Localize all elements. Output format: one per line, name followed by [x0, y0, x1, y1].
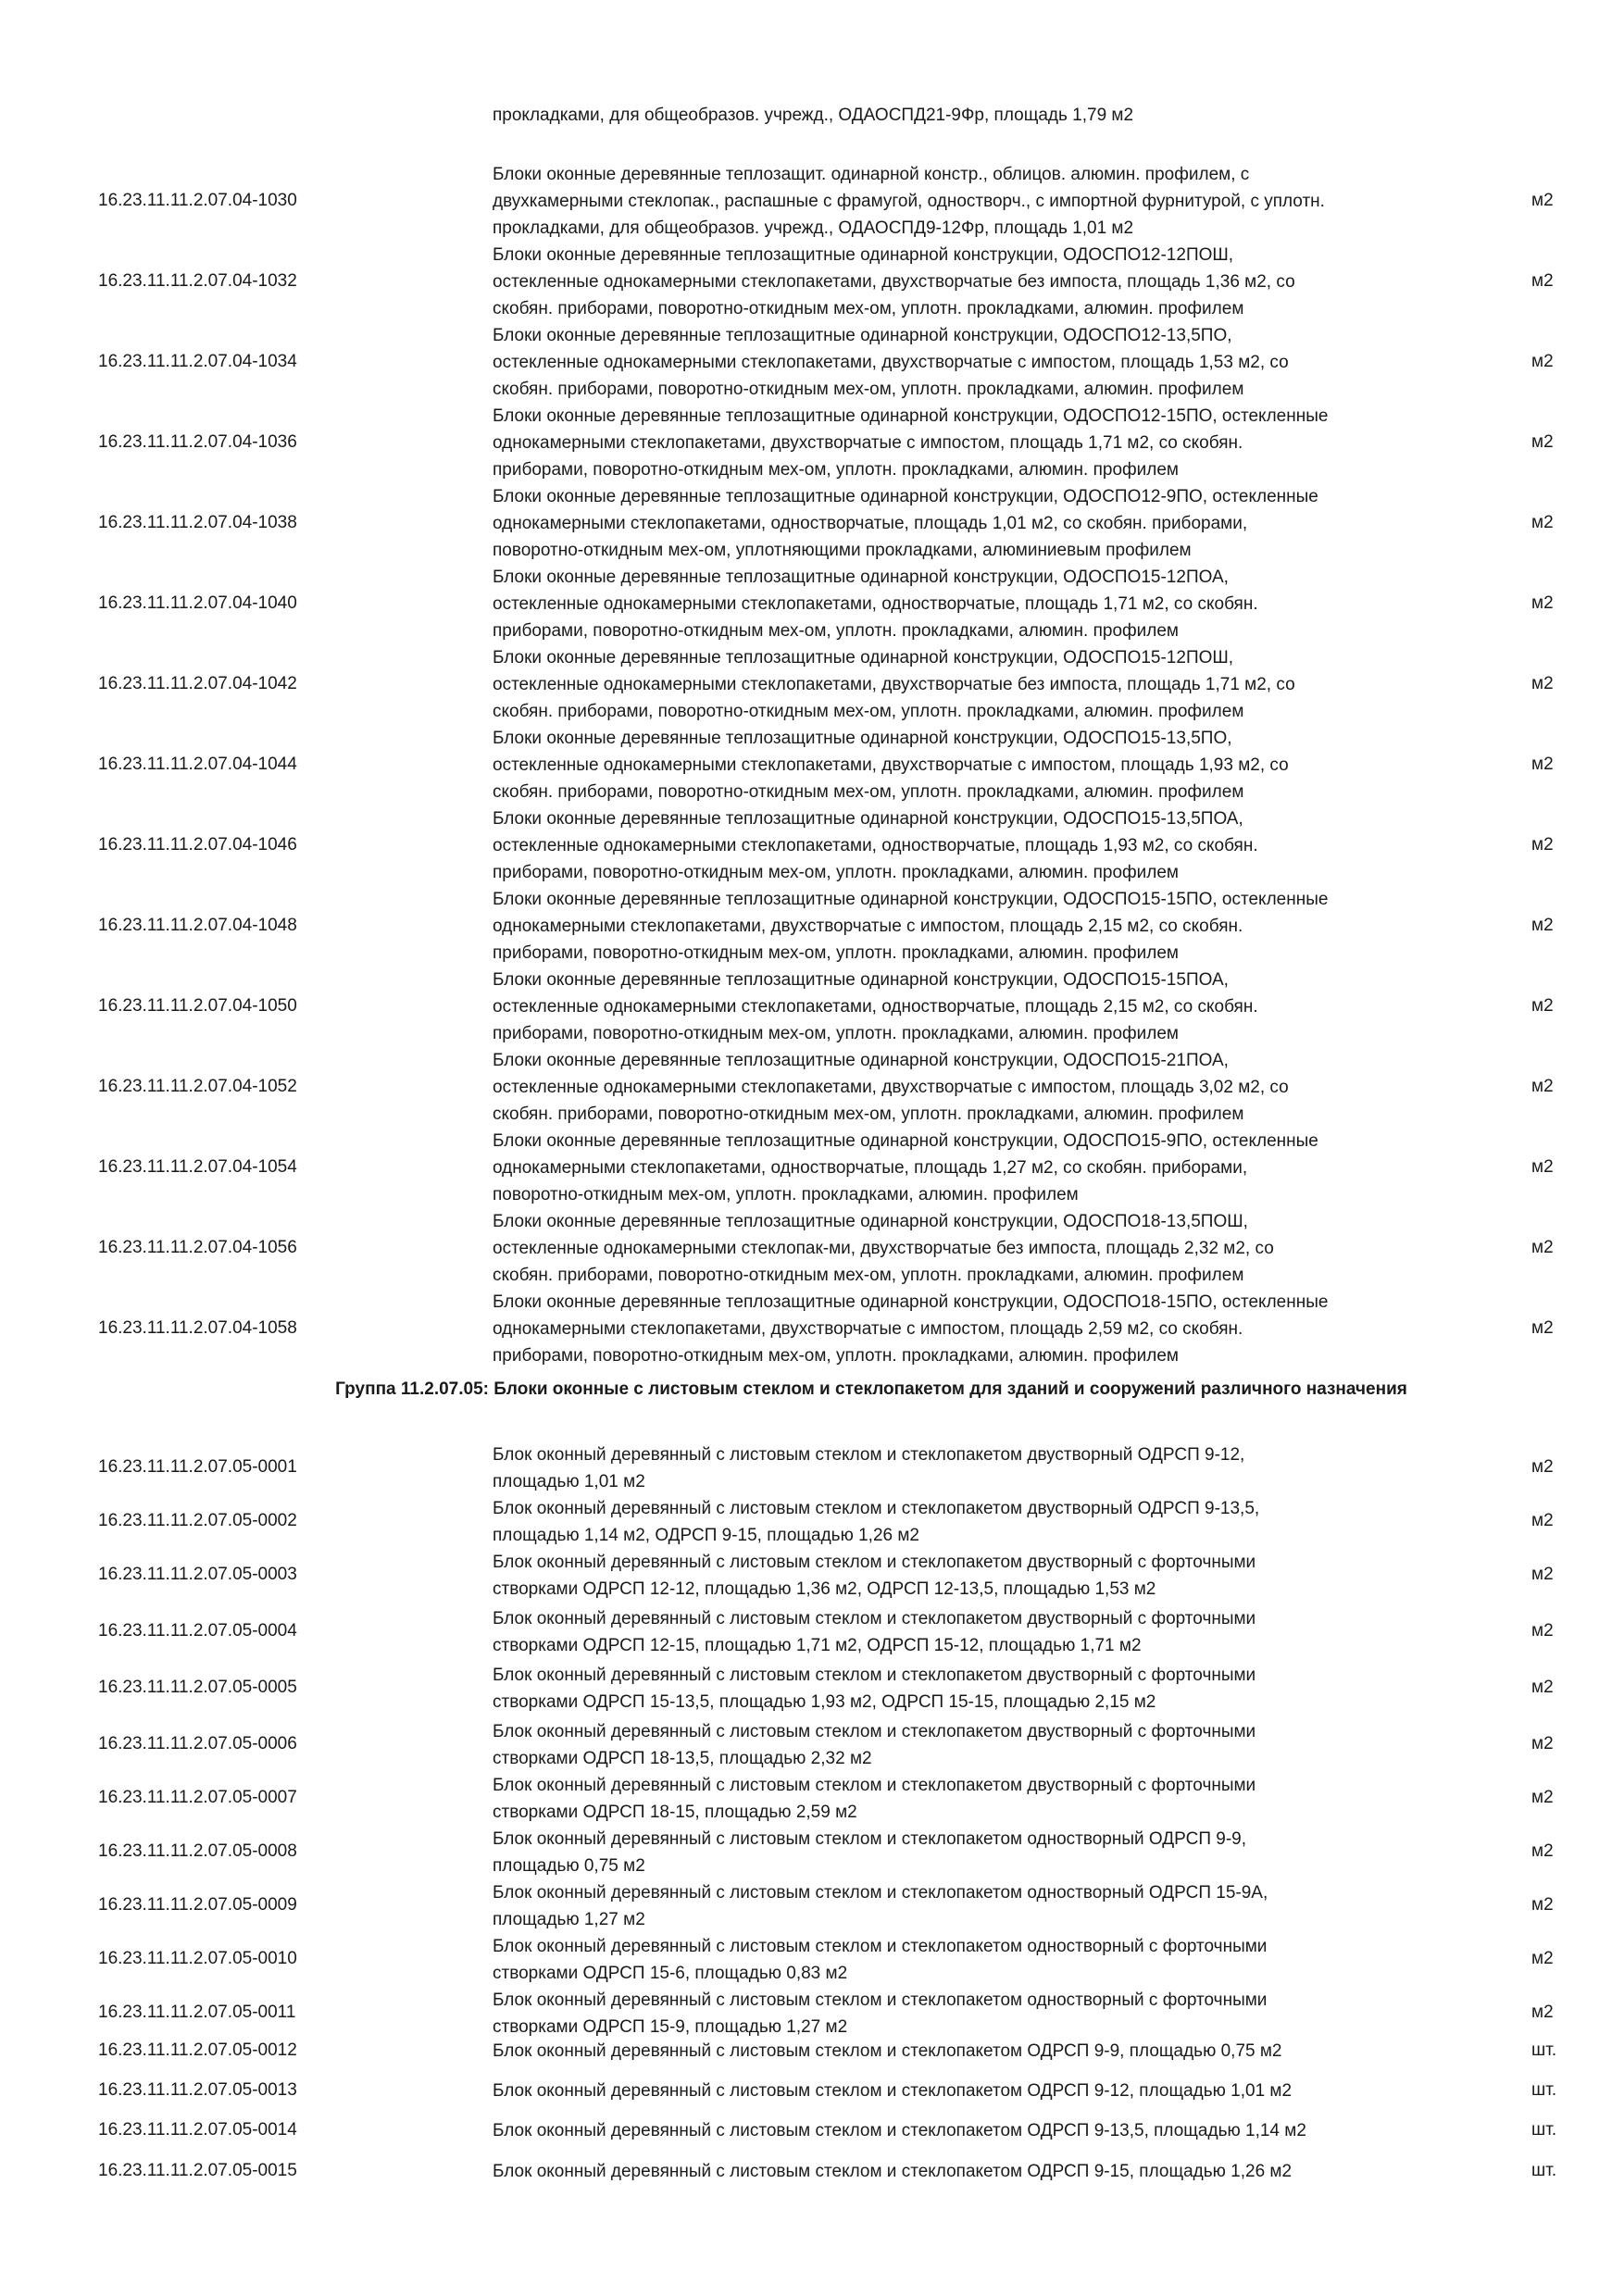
resource-description — [493, 161, 1483, 242]
resource-code: 16.23.11.11.2.07.05-0002 — [98, 1511, 297, 1530]
description-line: скобян. приборами, поворотно-откидным мех-ом, уплотн. прокладками, алюмин. профилем — [493, 782, 1244, 802]
unit-of-measure: м2 — [1531, 1949, 1554, 1968]
resource-code: 16.23.11.11.2.07.04-1052 — [98, 1076, 297, 1096]
description-line: Блоки оконные деревянные теплозащитные одинарной конструкции, ОДОСПО12-9ПО, остекленные — [493, 487, 1318, 506]
description-line: скобян. приборами, поворотно-откидным мех-ом, уплотн. прокладками, алюмин. профилем — [493, 1266, 1244, 1285]
description-line: Блок оконный деревянный с листовым стеклом и стеклопакетом двустворный ОДРСП 9-12, — [493, 1445, 1245, 1465]
description-line: скобян. приборами, поворотно-откидным мех-ом, уплотн. прокладками, алюмин. профилем — [493, 702, 1244, 721]
table-row — [0, 1495, 1624, 1549]
resource-code: 16.23.11.11.2.07.04-1058 — [98, 1317, 297, 1338]
description-line: Блоки оконные деревянные теплозащитные одинарной конструкции, ОДОСПО15-13,5ПО, — [493, 729, 1232, 748]
description-line: приборами, поворотно-откидным мех-ом, уплотн. прокладками, алюмин. профилем — [493, 863, 1179, 882]
table-row — [0, 1289, 1624, 1369]
description-line: однокамерными стеклопакетами, одностворчатые, площадь 1,27 м2, со скобян. приборами, — [493, 1158, 1248, 1178]
unit-of-measure: м2 — [1531, 1734, 1554, 1753]
description-line: Блок оконный деревянный с листовым стеклом и стеклопакетом ОДРСП 9-9, площадью 0,75 м2 — [493, 2041, 1282, 2061]
table-row — [0, 1826, 1624, 1879]
unit-of-measure: м2 — [1531, 1076, 1554, 1096]
resource-code: 16.23.11.11.2.07.05-0011 — [98, 2003, 296, 2022]
description-line: Блок оконный деревянный с листовым стеклом и стеклопакетом двустворный с форточными — [493, 1553, 1256, 1572]
table-row — [0, 2078, 1624, 2104]
description-line: Блок оконный деревянный с листовым стеклом и стеклопакетом одностворный с форточными — [493, 1990, 1268, 2010]
unit-of-measure: шт. — [1531, 2160, 1557, 2180]
description-line: створками ОДРСП 15-9, площадью 1,27 м2 — [493, 2017, 848, 2037]
table-row — [0, 1441, 1624, 1495]
resource-code: 16.23.11.11.2.07.04-1042 — [98, 673, 297, 693]
resource-code: 16.23.11.11.2.07.04-1036 — [98, 431, 297, 452]
description-line: Блоки оконные деревянные теплозащитные одинарной конструкции, ОДОСПО15-21ПОА, — [493, 1051, 1229, 1070]
resource-description — [493, 725, 1483, 805]
description-line: створками ОДРСП 18-15, площадью 2,59 м2 — [493, 1803, 857, 1822]
description-line: Блоки оконные деревянные теплозащитные одинарной конструкции, ОДОСПО15-12ПОШ, — [493, 648, 1234, 668]
resource-code: 16.23.11.11.2.07.05-0014 — [98, 2119, 297, 2140]
description-line: Блок оконный деревянный с листовым стеклом и стеклопакетом ОДРСП 9-15, площадью 1,26 м2 — [493, 2162, 1293, 2181]
continuation-line: прокладками, для общеобразов. учрежд., ОДАОСПД21-9Фр, площадь 1,79 м2 — [493, 106, 1134, 125]
resource-code: 16.23.11.11.2.07.05-0005 — [98, 1678, 297, 1697]
description-line: остекленные однокамерными стеклопак-ми, двухстворчатые без импоста, площадь 2,32 м2, со — [493, 1239, 1274, 1258]
resource-description — [493, 1605, 1483, 1659]
description-line: скобян. приборами, поворотно-откидным мех-ом, уплотн. прокладками, алюмин. профилем — [493, 380, 1244, 399]
description-line: Блоки оконные деревянные теплозащитные одинарной конструкции, ОДОСПО15-15ПОА, — [493, 970, 1229, 990]
resource-description — [493, 1987, 1483, 2040]
description-line: однокамерными стеклопакетами, двухстворчатые с импостом, площадь 2,15 м2, со скобян. — [493, 917, 1243, 936]
description-line: Блок оконный деревянный с листовым стеклом и стеклопакетом двустворный с форточными — [493, 1666, 1256, 1685]
description-line: площадью 1,27 м2 — [493, 1910, 645, 1929]
table-row — [0, 805, 1624, 886]
description-line: Блоки оконные деревянные теплозащитные одинарной конструкции, ОДОСПО15-13,5ПОА, — [493, 809, 1243, 829]
description-line: поворотно-откидным мех-ом, уплотн. прокладками, алюмин. профилем — [493, 1185, 1079, 1204]
unit-of-measure: м2 — [1531, 431, 1554, 452]
table-row — [0, 2117, 1624, 2144]
unit-of-measure: м2 — [1531, 512, 1554, 532]
resource-description — [493, 1128, 1483, 1208]
description-line: Блоки оконные деревянные теплозащитные одинарной конструкции, ОДОСПО18-13,5ПОШ, — [493, 1212, 1248, 1231]
unit-of-measure: м2 — [1531, 1678, 1554, 1697]
resource-description — [493, 886, 1483, 967]
resource-description — [493, 1933, 1483, 1987]
unit-of-measure: м2 — [1531, 1565, 1554, 1584]
description-line: скобян. приборами, поворотно-откидным мех-ом, уплотн. прокладками, алюмин. профилем — [493, 299, 1244, 318]
resource-description — [493, 2078, 1483, 2104]
resource-description — [493, 564, 1483, 644]
description-line: однокамерными стеклопакетами, двухстворчатые с импостом, площадь 2,59 м2, со скобян. — [493, 1319, 1243, 1339]
resource-description — [493, 1879, 1483, 1933]
description-line: приборами, поворотно-откидным мех-ом, уплотн. прокладками, алюмин. профилем — [493, 1346, 1179, 1366]
resource-description — [493, 1441, 1483, 1495]
resource-code: 16.23.11.11.2.07.05-0001 — [98, 1457, 297, 1477]
unit-of-measure: м2 — [1531, 1237, 1554, 1257]
description-line: Блоки оконные деревянные теплозащитные одинарной конструкции, ОДОСПО12-15ПО, остекленные — [493, 406, 1329, 426]
resource-code: 16.23.11.11.2.07.05-0013 — [98, 2079, 297, 2100]
description-line: остекленные однокамерными стеклопакетами, двухстворчатые с импостом, площадь 1,93 м2, со — [493, 755, 1289, 775]
resource-code: 16.23.11.11.2.07.05-0015 — [98, 2160, 297, 2180]
unit-of-measure: м2 — [1531, 1621, 1554, 1641]
unit-of-measure: м2 — [1531, 351, 1554, 371]
resource-description — [493, 1826, 1483, 1879]
table-row — [0, 564, 1624, 644]
resource-description — [493, 322, 1483, 403]
resource-code: 16.23.11.11.2.07.04-1054 — [98, 1156, 297, 1177]
table-row — [0, 1605, 1624, 1659]
description-line: остекленные однокамерными стеклопакетами, двухстворчатые с импостом, площадь 1,53 м2, со — [493, 353, 1289, 372]
resource-code: 16.23.11.11.2.07.05-0007 — [98, 1788, 297, 1807]
unit-of-measure: м2 — [1531, 270, 1554, 291]
table-row — [0, 322, 1624, 403]
unit-of-measure: шт. — [1531, 2119, 1557, 2140]
resource-description — [493, 1662, 1483, 1716]
description-line: однокамерными стеклопакетами, двухстворчатые с импостом, площадь 1,71 м2, со скобян. — [493, 433, 1243, 453]
unit-of-measure: м2 — [1531, 190, 1554, 210]
description-line: Блок оконный деревянный с листовым стеклом и стеклопакетом ОДРСП 9-12, площадью 1,01 м2 — [493, 2081, 1293, 2101]
description-line: однокамерными стеклопакетами, одностворчатые, площадь 1,01 м2, со скобян. приборами, — [493, 514, 1248, 533]
resource-description — [493, 967, 1483, 1047]
description-line: Блоки оконные деревянные теплозащитные одинарной конструкции, ОДОСПО12-13,5ПО, — [493, 326, 1232, 345]
description-line: Блок оконный деревянный с листовым стеклом и стеклопакетом двустворный с форточными — [493, 1776, 1256, 1795]
table-row — [0, 725, 1624, 805]
resource-description — [493, 1047, 1483, 1128]
unit-of-measure: м2 — [1531, 1317, 1554, 1338]
table-row — [0, 644, 1624, 725]
unit-of-measure: м2 — [1531, 754, 1554, 774]
unit-of-measure: м2 — [1531, 1457, 1554, 1477]
unit-of-measure: м2 — [1531, 673, 1554, 693]
description-line: створками ОДРСП 15-6, площадью 0,83 м2 — [493, 1964, 848, 1983]
resource-code: 16.23.11.11.2.07.05-0008 — [98, 1841, 297, 1861]
unit-of-measure: м2 — [1531, 834, 1554, 855]
unit-of-measure: м2 — [1531, 593, 1554, 613]
description-line: приборами, поворотно-откидным мех-ом, уплотн. прокладками, алюмин. профилем — [493, 943, 1179, 963]
unit-of-measure: шт. — [1531, 2079, 1557, 2100]
table-row — [0, 967, 1624, 1047]
description-line: приборами, поворотно-откидным мех-ом, уплотн. прокладками, алюмин. профилем — [493, 460, 1179, 480]
description-line: площадью 1,14 м2, ОДРСП 9-15, площадью 1,26 м2 — [493, 1526, 920, 1545]
unit-of-measure: м2 — [1531, 1895, 1554, 1915]
unit-of-measure: м2 — [1531, 915, 1554, 935]
description-line: приборами, поворотно-откидным мех-ом, уплотн. прокладками, алюмин. профилем — [493, 1024, 1179, 1043]
unit-of-measure: м2 — [1531, 1511, 1554, 1530]
description-line: Блок оконный деревянный с листовым стеклом и стеклопакетом двустворный с форточными — [493, 1609, 1256, 1628]
table-row — [0, 1549, 1624, 1603]
description-line: Блоки оконные деревянные теплозащитные одинарной конструкции, ОДОСПО15-15ПО, остекленные — [493, 890, 1329, 909]
description-line: створками ОДРСП 15-13,5, площадью 1,93 м2, ОДРСП 15-15, площадью 2,15 м2 — [493, 1692, 1156, 1712]
unit-of-measure: м2 — [1531, 1156, 1554, 1177]
resource-description — [493, 1208, 1483, 1289]
description-line: Блок оконный деревянный с листовым стеклом и стеклопакетом одностворный с форточными — [493, 1937, 1268, 1956]
description-line: створками ОДРСП 18-13,5, площадью 2,32 м2 — [493, 1749, 872, 1768]
resource-description — [493, 2038, 1483, 2065]
description-line: Блоки оконные деревянные теплозащит. одинарной констр., облицов. алюмин. профилем, с — [493, 165, 1250, 184]
group-heading-text: Группа 11.2.07.05: Блоки оконные с листовым стеклом и стеклопакетом для зданий и сооружений различного назначения — [335, 1379, 1407, 1399]
table-row — [0, 1047, 1624, 1128]
resource-description — [493, 1549, 1483, 1603]
table-row — [0, 1987, 1624, 2040]
description-line: остекленные однокамерными стеклопакетами, одностворчатые, площадь 2,15 м2, со скобян. — [493, 997, 1258, 1017]
table-row — [0, 403, 1624, 483]
description-line: Блоки оконные деревянные теплозащитные одинарной конструкции, ОДОСПО15-9ПО, остекленные — [493, 1131, 1318, 1151]
resource-description — [493, 1718, 1483, 1772]
unit-of-measure: м2 — [1531, 1788, 1554, 1807]
unit-of-measure: м2 — [1531, 1841, 1554, 1861]
description-line: Блок оконный деревянный с листовым стеклом и стеклопакетом двустворный ОДРСП 9-13,5, — [493, 1499, 1260, 1518]
resource-code: 16.23.11.11.2.07.05-0004 — [98, 1621, 297, 1641]
resource-description — [493, 2158, 1483, 2185]
resource-code: 16.23.11.11.2.07.05-0009 — [98, 1895, 297, 1915]
description-line: двухкамерными стеклопак., распашные с фрамугой, одностворч., с импортной фурнитурой, с уплотн. — [493, 192, 1325, 211]
resource-description — [493, 403, 1483, 483]
resource-code: 16.23.11.11.2.07.05-0012 — [98, 2040, 297, 2060]
description-line: остекленные однокамерными стеклопакетами, одностворчатые, площадь 1,93 м2, со скобян. — [493, 836, 1258, 855]
table-row — [0, 1208, 1624, 1289]
description-line: Блок оконный деревянный с листовым стеклом и стеклопакетом двустворный с форточными — [493, 1722, 1256, 1741]
resource-description — [493, 483, 1483, 564]
table-row — [0, 242, 1624, 322]
resource-code: 16.23.11.11.2.07.04-1040 — [98, 593, 297, 613]
description-line: Блок оконный деревянный с листовым стеклом и стеклопакетом одностворный ОДРСП 15-9А, — [493, 1883, 1268, 1903]
resource-code: 16.23.11.11.2.07.04-1030 — [98, 190, 297, 210]
description-line: скобян. приборами, поворотно-откидным мех-ом, уплотн. прокладками, алюмин. профилем — [493, 1104, 1244, 1124]
description-line: остекленные однокамерными стеклопакетами, двухстворчатые без импоста, площадь 1,36 м2, со — [493, 272, 1295, 292]
table-row — [0, 1933, 1624, 1987]
description-line: площадью 1,01 м2 — [493, 1472, 645, 1491]
description-line: створками ОДРСП 12-15, площадью 1,71 м2, ОДРСП 15-12, площадью 1,71 м2 — [493, 1636, 1142, 1655]
table-row — [0, 161, 1624, 242]
description-line: прокладками, для общеобразов. учрежд., ОДАОСПД9-12Фр, площадь 1,01 м2 — [493, 218, 1134, 238]
resource-code: 16.23.11.11.2.07.04-1050 — [98, 995, 297, 1016]
table-row — [0, 2158, 1624, 2185]
description-line: остекленные однокамерными стеклопакетами, двухстворчатые с импостом, площадь 3,02 м2, со — [493, 1078, 1289, 1097]
table-row — [0, 1128, 1624, 1208]
table-row — [0, 1772, 1624, 1826]
description-line: площадью 0,75 м2 — [493, 1856, 645, 1876]
table-row — [0, 1879, 1624, 1933]
resource-code: 16.23.11.11.2.07.05-0010 — [98, 1949, 297, 1968]
description-line: Блоки оконные деревянные теплозащитные одинарной конструкции, ОДОСПО18-15ПО, остекленные — [493, 1292, 1329, 1312]
resource-description — [493, 805, 1483, 886]
description-line: Блок оконный деревянный с листовым стеклом и стеклопакетом одностворный ОДРСП 9-9, — [493, 1829, 1247, 1849]
description-line: Блоки оконные деревянные теплозащитные одинарной конструкции, ОДОСПО12-12ПОШ, — [493, 245, 1234, 265]
description-line: Блоки оконные деревянные теплозащитные одинарной конструкции, ОДОСПО15-12ПОА, — [493, 568, 1229, 587]
resource-code: 16.23.11.11.2.07.05-0006 — [98, 1734, 297, 1753]
description-line: остекленные однокамерными стеклопакетами, двухстворчатые без импоста, площадь 1,71 м2, со — [493, 675, 1295, 694]
description-line: створками ОДРСП 12-12, площадью 1,36 м2, ОДРСП 12-13,5, площадью 1,53 м2 — [493, 1579, 1156, 1599]
table-row — [0, 483, 1624, 564]
resource-code: 16.23.11.11.2.07.04-1056 — [98, 1237, 297, 1257]
description-line: остекленные однокамерными стеклопакетами, одностворчатые, площадь 1,71 м2, со скобян. — [493, 594, 1258, 614]
resource-code: 16.23.11.11.2.07.04-1048 — [98, 915, 297, 935]
description-line: Блок оконный деревянный с листовым стеклом и стеклопакетом ОДРСП 9-13,5, площадью 1,14 м2 — [493, 2121, 1306, 2140]
resource-code: 16.23.11.11.2.07.04-1032 — [98, 270, 297, 291]
resource-description — [493, 1495, 1483, 1549]
table-row — [0, 1718, 1624, 1772]
resource-code: 16.23.11.11.2.07.05-0003 — [98, 1565, 297, 1584]
resource-code: 16.23.11.11.2.07.04-1038 — [98, 512, 297, 532]
table-row — [0, 2038, 1624, 2065]
table-row — [0, 886, 1624, 967]
description-line: поворотно-откидным мех-ом, уплотняющими прокладками, алюминиевым профилем — [493, 541, 1192, 560]
unit-of-measure: м2 — [1531, 995, 1554, 1016]
resource-description — [493, 242, 1483, 322]
resource-description — [493, 1289, 1483, 1369]
group-heading — [0, 1379, 1624, 1400]
resource-description — [493, 2117, 1483, 2144]
unit-of-measure: м2 — [1531, 2003, 1554, 2022]
resource-description — [493, 1772, 1483, 1826]
unit-of-measure: шт. — [1531, 2040, 1557, 2060]
resource-code: 16.23.11.11.2.07.04-1046 — [98, 834, 297, 855]
description-line: приборами, поворотно-откидным мех-ом, уплотн. прокладками, алюмин. профилем — [493, 621, 1179, 641]
table-row — [0, 1662, 1624, 1716]
resource-code: 16.23.11.11.2.07.04-1034 — [98, 351, 297, 371]
resource-description — [493, 644, 1483, 725]
resource-code: 16.23.11.11.2.07.04-1044 — [98, 754, 297, 774]
